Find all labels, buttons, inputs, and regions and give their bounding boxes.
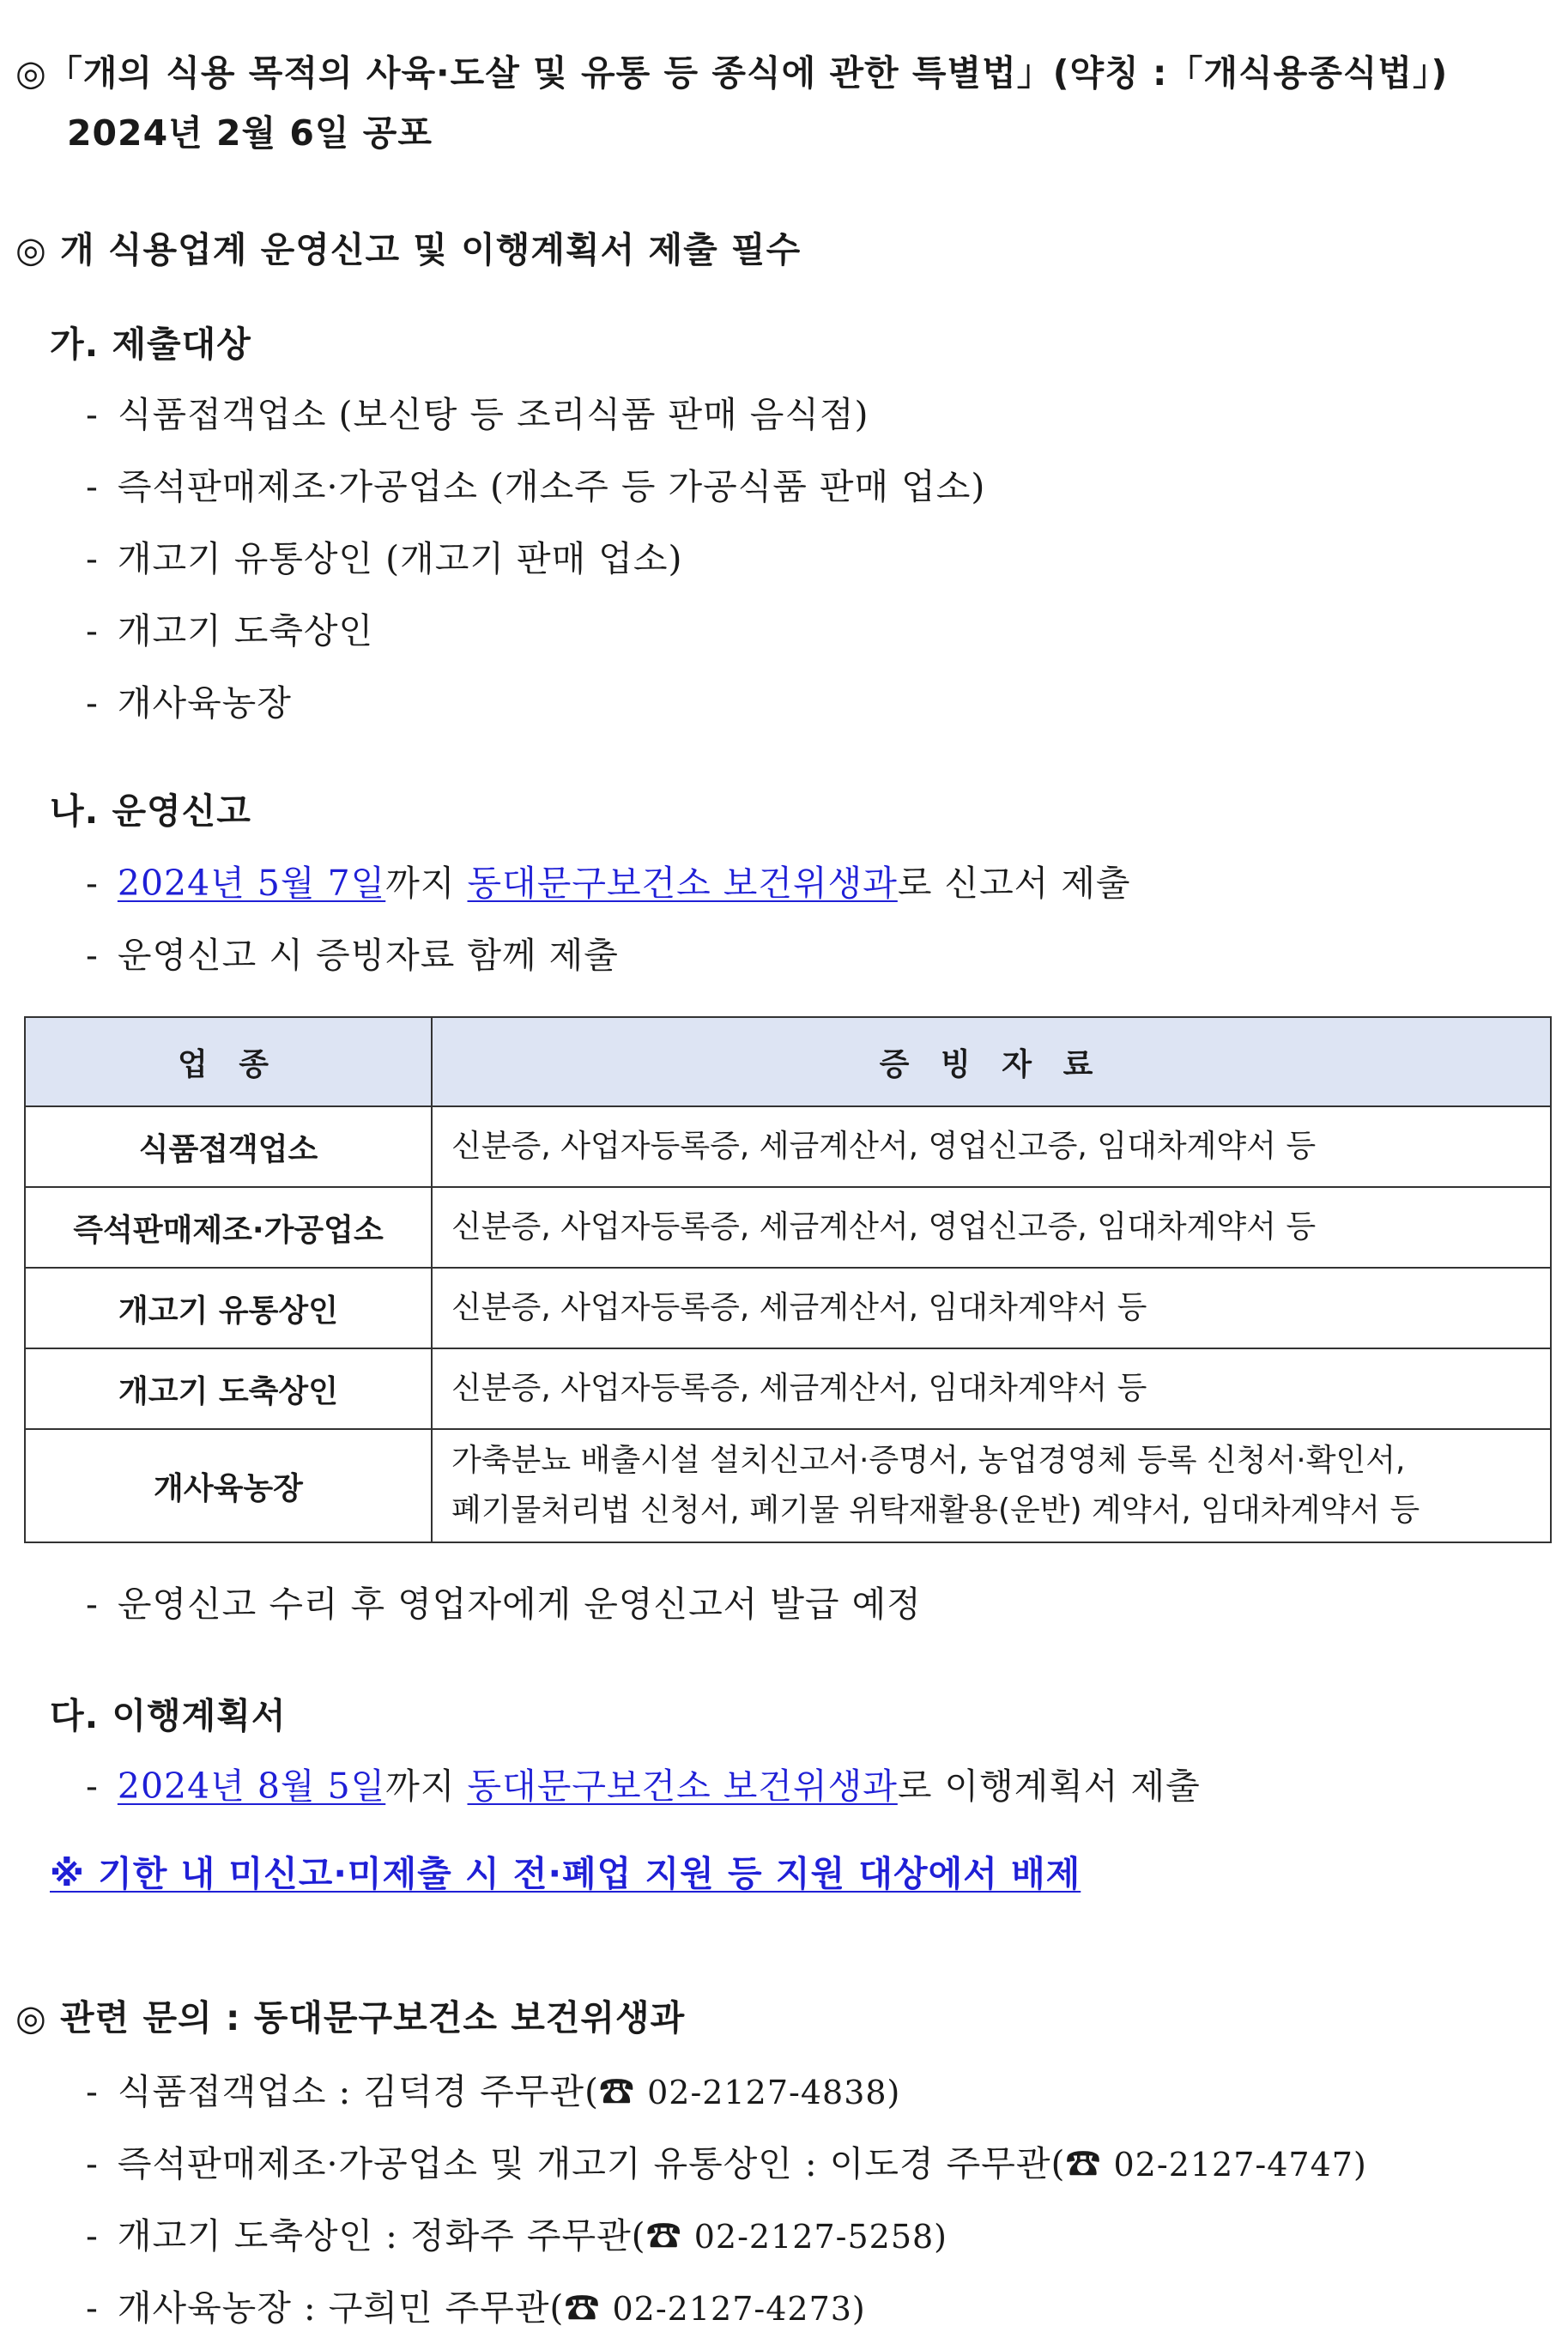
dash-icon: - <box>86 1584 99 1625</box>
dash-icon: - <box>86 1766 99 1807</box>
documents-cell: 신분증, 사업자등록증, 세금계산서, 영업신고증, 임대차계약서 등 <box>432 1106 1551 1187</box>
column-header-docs: 증 빙 자 료 <box>432 1017 1551 1106</box>
list-item: - 개고기 도축상인 <box>86 610 374 651</box>
dash-icon: - <box>86 2287 99 2329</box>
contact-item: - 식품접객업소 : 김덕경 주무관(☎ 02-2127-4838) <box>86 2071 901 2112</box>
phone-icon: ☎ <box>1065 2143 1102 2184</box>
list-item: - 개사육농장 <box>86 682 292 724</box>
business-type-cell: 개고기 유통상인 <box>25 1268 432 1348</box>
section-c-title: 다. 이행계획서 <box>50 1695 287 1736</box>
dash-icon: - <box>86 2215 99 2256</box>
section-a-title: 가. 제출대상 <box>50 324 251 365</box>
table-row <box>25 1187 1551 1268</box>
documents-cell: 신분증, 사업자등록증, 세금계산서, 임대차계약서 등 <box>432 1348 1551 1429</box>
documents-cell: 가축분뇨 배출시설 설치신고서·증명서, 농업경영체 등록 신청서·확인서, 폐기물처리법 신청서, 폐기물 위탁재활용(운반) 계약서, 임대차계약서 등 <box>432 1429 1551 1542</box>
business-type-cell: 개고기 도축상인 <box>25 1348 432 1429</box>
table-header-row <box>25 1017 1551 1106</box>
table-row <box>25 1268 1551 1348</box>
dash-icon: - <box>86 466 99 507</box>
business-type-cell: 식품접객업소 <box>25 1106 432 1187</box>
phone-number: 02-2127-5258) <box>693 2218 948 2256</box>
dash-icon: - <box>86 610 99 651</box>
dash-icon: - <box>86 2071 99 2112</box>
dash-icon: - <box>86 2143 99 2184</box>
phone-icon: ☎ <box>564 2287 601 2329</box>
table-row <box>25 1429 1551 1542</box>
dash-icon: - <box>86 935 99 976</box>
deadline-link[interactable]: 2024년 8월 5일 <box>117 1766 386 1807</box>
business-type-cell: 개사육농장 <box>25 1429 432 1542</box>
phone-number: 02-2127-4273) <box>612 2290 866 2328</box>
business-type-cell: 즉석판매제조·가공업소 <box>25 1187 432 1268</box>
law-title: ◎「개의 식용 목적의 사육·도살 및 유통 등 종식에 관한 특별법」(약칭 :「개식용종식법」) <box>15 52 1449 94</box>
law-date: 2024년 2월 6일 공포 <box>67 112 433 154</box>
contact-item: - 개사육농장 : 구희민 주무관(☎ 02-2127-4273) <box>86 2287 866 2329</box>
contacts-title: ◎ 관련 문의 : 동대문구보건소 보건위생과 <box>15 1997 686 2038</box>
office-link[interactable]: 동대문구보건소 보건위생과 <box>467 1766 898 1807</box>
evidence-table <box>24 1016 1552 1543</box>
list-item: - 개고기 유통상인 (개고기 판매 업소) <box>86 538 683 579</box>
table-row <box>25 1348 1551 1429</box>
documents-cell: 신분증, 사업자등록증, 세금계산서, 영업신고증, 임대차계약서 등 <box>432 1187 1551 1268</box>
list-item: - 즉석판매제조·가공업소 (개소주 등 가공식품 판매 업소) <box>86 466 986 507</box>
dash-icon: - <box>86 863 99 904</box>
dash-icon: - <box>86 394 99 435</box>
section-b-title: 나. 운영신고 <box>50 790 251 832</box>
contact-item: - 즉석판매제조·가공업소 및 개고기 유통상인 : 이도경 주무관(☎ 02-2127-4747) <box>86 2143 1367 2184</box>
column-header-type: 업 종 <box>25 1017 432 1106</box>
table-row <box>25 1106 1551 1187</box>
office-link[interactable]: 동대문구보건소 보건위생과 <box>467 863 898 904</box>
phone-number: 02-2127-4747) <box>1113 2146 1367 2184</box>
phone-number: 02-2127-4838) <box>647 2074 901 2111</box>
notice-link[interactable]: ※ 기한 내 미신고·미제출 시 전·폐업 지원 등 지원 대상에서 배제 <box>50 1853 1081 1894</box>
list-item: - 2024년 8월 5일까지 동대문구보건소 보건위생과로 이행계획서 제출 <box>86 1766 1201 1807</box>
list-item: - 2024년 5월 7일까지 동대문구보건소 보건위생과로 신고서 제출 <box>86 863 1131 904</box>
list-item: - 운영신고 수리 후 영업자에게 운영신고서 발급 예정 <box>86 1584 922 1625</box>
contact-item: - 개고기 도축상인 : 정화주 주무관(☎ 02-2127-5258) <box>86 2215 948 2256</box>
dash-icon: - <box>86 538 99 579</box>
list-item: - 운영신고 시 증빙자료 함께 제출 <box>86 935 619 976</box>
dash-icon: - <box>86 682 99 724</box>
documents-cell: 신분증, 사업자등록증, 세금계산서, 임대차계약서 등 <box>432 1268 1551 1348</box>
heading-required: ◎ 개 식용업계 운영신고 및 이행계획서 제출 필수 <box>15 229 802 270</box>
list-item: - 식품접객업소 (보신탕 등 조리식품 판매 음식점) <box>86 394 869 435</box>
phone-icon: ☎ <box>645 2215 682 2256</box>
deadline-link[interactable]: 2024년 5월 7일 <box>117 863 386 904</box>
phone-icon: ☎ <box>599 2071 636 2112</box>
